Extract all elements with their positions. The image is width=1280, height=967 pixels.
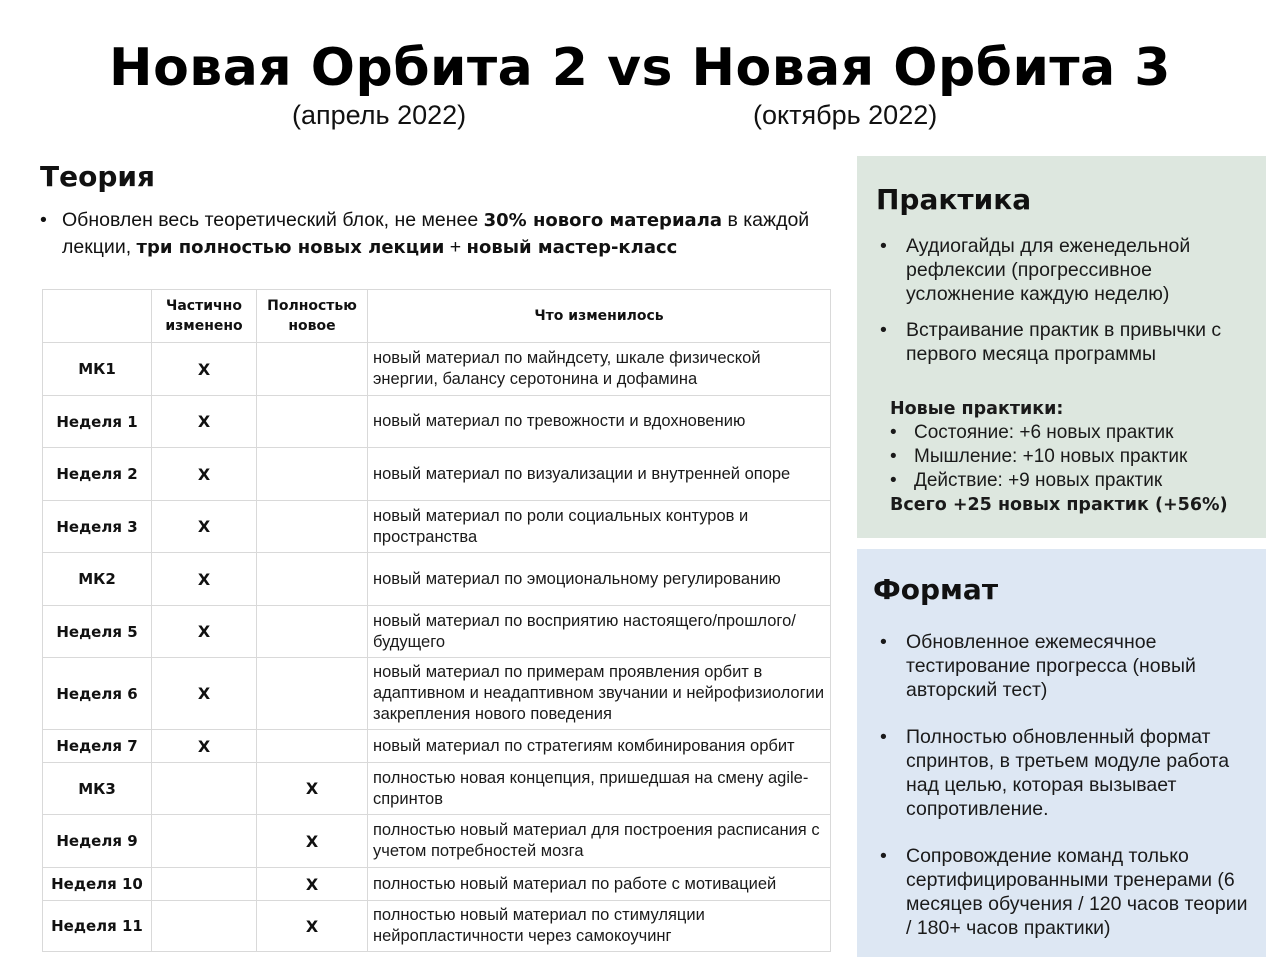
list-item: [880, 318, 1250, 366]
format-item-text: Полностью обновленный формат спринтов, в третьем модуле работа над целью, которая вызывает сопротивление.: [906, 726, 1230, 820]
row-desc: полностью новый материал по работе с мотивацией: [368, 868, 831, 901]
table-row: [43, 658, 831, 730]
bullet-icon: •: [880, 235, 887, 257]
row-partial: [152, 901, 257, 952]
row-desc: новый материал по тревожности и вдохновению: [368, 396, 831, 448]
row-name: Неделя 1: [43, 396, 152, 448]
table-row: [43, 868, 831, 901]
list-item: [880, 234, 1250, 306]
changes-table: [42, 289, 831, 952]
row-partial: [152, 815, 257, 868]
theory-bold-2: три полностью новых лекции: [136, 237, 445, 258]
list-item: [880, 844, 1250, 940]
row-full: X: [257, 901, 368, 952]
row-desc: полностью новая концепция, пришедшая на смену agile-спринтов: [368, 763, 831, 815]
row-partial: X: [152, 730, 257, 763]
table-row: [43, 343, 831, 396]
row-desc: полностью новый материал по стимуляции нейропластичности через самокоучинг: [368, 901, 831, 952]
row-name: Неделя 9: [43, 815, 152, 868]
table-row: [43, 501, 831, 553]
row-name: Неделя 6: [43, 658, 152, 730]
row-full: [257, 658, 368, 730]
row-name: Неделя 2: [43, 448, 152, 501]
row-full: [257, 606, 368, 658]
format-heading: Формат: [873, 573, 999, 606]
table-row: [43, 448, 831, 501]
row-name: Неделя 3: [43, 501, 152, 553]
row-full: [257, 730, 368, 763]
left-subtitle: (апрель 2022): [292, 100, 467, 130]
row-full: [257, 553, 368, 606]
theory-bullet: [40, 207, 820, 261]
format-item-text: Сопровождение команд только сертифицированными тренерами (6 месяцев обучения / 120 часов теории / 180+ часов практики): [906, 845, 1248, 939]
theory-text-1: Обновлен весь теоретический блок, не менее: [62, 209, 484, 231]
row-partial: [152, 763, 257, 815]
theory-text-3: +: [444, 236, 467, 258]
new-practice-text: Мышление: +10 новых практик: [914, 446, 1188, 467]
theory-heading: Теория: [40, 160, 155, 193]
new-practices-title: Новые практики:: [890, 399, 1064, 419]
list-item: [880, 725, 1250, 821]
table-row: [43, 553, 831, 606]
row-partial: X: [152, 658, 257, 730]
row-full: [257, 343, 368, 396]
row-desc: полностью новый материал для построения расписания с учетом потребностей мозга: [368, 815, 831, 868]
row-partial: X: [152, 553, 257, 606]
table-row: [43, 815, 831, 868]
list-item: [890, 469, 1250, 493]
row-full: [257, 448, 368, 501]
table-row: [43, 901, 831, 952]
table-header-row: [43, 290, 831, 343]
row-partial: X: [152, 501, 257, 553]
table-row: [43, 730, 831, 763]
practice-list: [880, 234, 1250, 366]
new-practice-text: Состояние: +6 новых практик: [914, 422, 1174, 443]
row-name: Неделя 11: [43, 901, 152, 952]
row-desc: новый материал по майндсету, шкале физической энергии, балансу серотонина и дофамина: [368, 343, 831, 396]
theory-bold-3: новый мастер-класс: [466, 237, 678, 258]
row-partial: X: [152, 396, 257, 448]
row-desc: новый материал по эмоциональному регулированию: [368, 553, 831, 606]
row-partial: X: [152, 448, 257, 501]
table-row: [43, 606, 831, 658]
row-name: Неделя 7: [43, 730, 152, 763]
header-cell-partial: Частично изменено: [152, 290, 257, 343]
header-cell-desc: Что изменилось: [368, 290, 831, 343]
format-list: [880, 630, 1250, 940]
bullet-icon: •: [890, 470, 897, 491]
right-subtitle: (октябрь 2022): [753, 100, 938, 130]
row-full: X: [257, 815, 368, 868]
new-practices-block: [890, 397, 1250, 517]
bullet-icon: •: [890, 422, 897, 443]
practice-heading: Практика: [876, 183, 1032, 216]
row-full: X: [257, 868, 368, 901]
theory-text-2: в каждой лекции,: [62, 209, 810, 258]
row-full: X: [257, 763, 368, 815]
list-item: [890, 445, 1250, 469]
row-desc: новый материал по визуализации и внутренней опоре: [368, 448, 831, 501]
row-partial: X: [152, 606, 257, 658]
row-partial: X: [152, 343, 257, 396]
new-practice-text: Действие: +9 новых практик: [914, 470, 1163, 491]
bullet-icon: •: [880, 631, 887, 653]
header-cell-full: Полностью новое: [257, 290, 368, 343]
bullet-icon: •: [880, 726, 887, 748]
new-practices-total: Всего +25 новых практик (+56%): [890, 495, 1228, 515]
row-name: МК3: [43, 763, 152, 815]
bullet-icon: •: [880, 319, 887, 341]
row-desc: новый материал по стратегиям комбинирования орбит: [368, 730, 831, 763]
row-desc: новый материал по восприятию настоящего/прошлого/будущего: [368, 606, 831, 658]
theory-bold-1: 30% нового материала: [483, 210, 723, 231]
row-name: Неделя 10: [43, 868, 152, 901]
row-full: [257, 501, 368, 553]
row-desc: новый материал по роли социальных контуров и пространства: [368, 501, 831, 553]
format-item-text: Обновленное ежемесячное тестирование прогресса (новый авторский тест): [906, 631, 1196, 701]
row-desc: новый материал по примерам проявления орбит в адаптивном и неадаптивном звучании и нейрофизиологии закрепления нового поведения: [368, 658, 831, 730]
header-cell-name: [43, 290, 152, 343]
page-title: Новая Орбита 2 vs Новая Орбита 3: [109, 38, 1171, 98]
row-name: Неделя 5: [43, 606, 152, 658]
table-row: [43, 763, 831, 815]
row-name: МК2: [43, 553, 152, 606]
table-row: [43, 396, 831, 448]
row-full: [257, 396, 368, 448]
practice-item-text: Аудиогайды для еженедельной рефлексии (прогрессивное усложнение каждую неделю): [906, 235, 1191, 305]
practice-item-text: Встраивание практик в привычки с первого месяца программы: [906, 319, 1222, 365]
bullet-icon: •: [40, 209, 47, 231]
bullet-icon: •: [880, 845, 887, 867]
row-name: МК1: [43, 343, 152, 396]
list-item: [890, 421, 1250, 445]
list-item: [880, 630, 1250, 702]
bullet-icon: •: [890, 446, 897, 467]
row-partial: [152, 868, 257, 901]
